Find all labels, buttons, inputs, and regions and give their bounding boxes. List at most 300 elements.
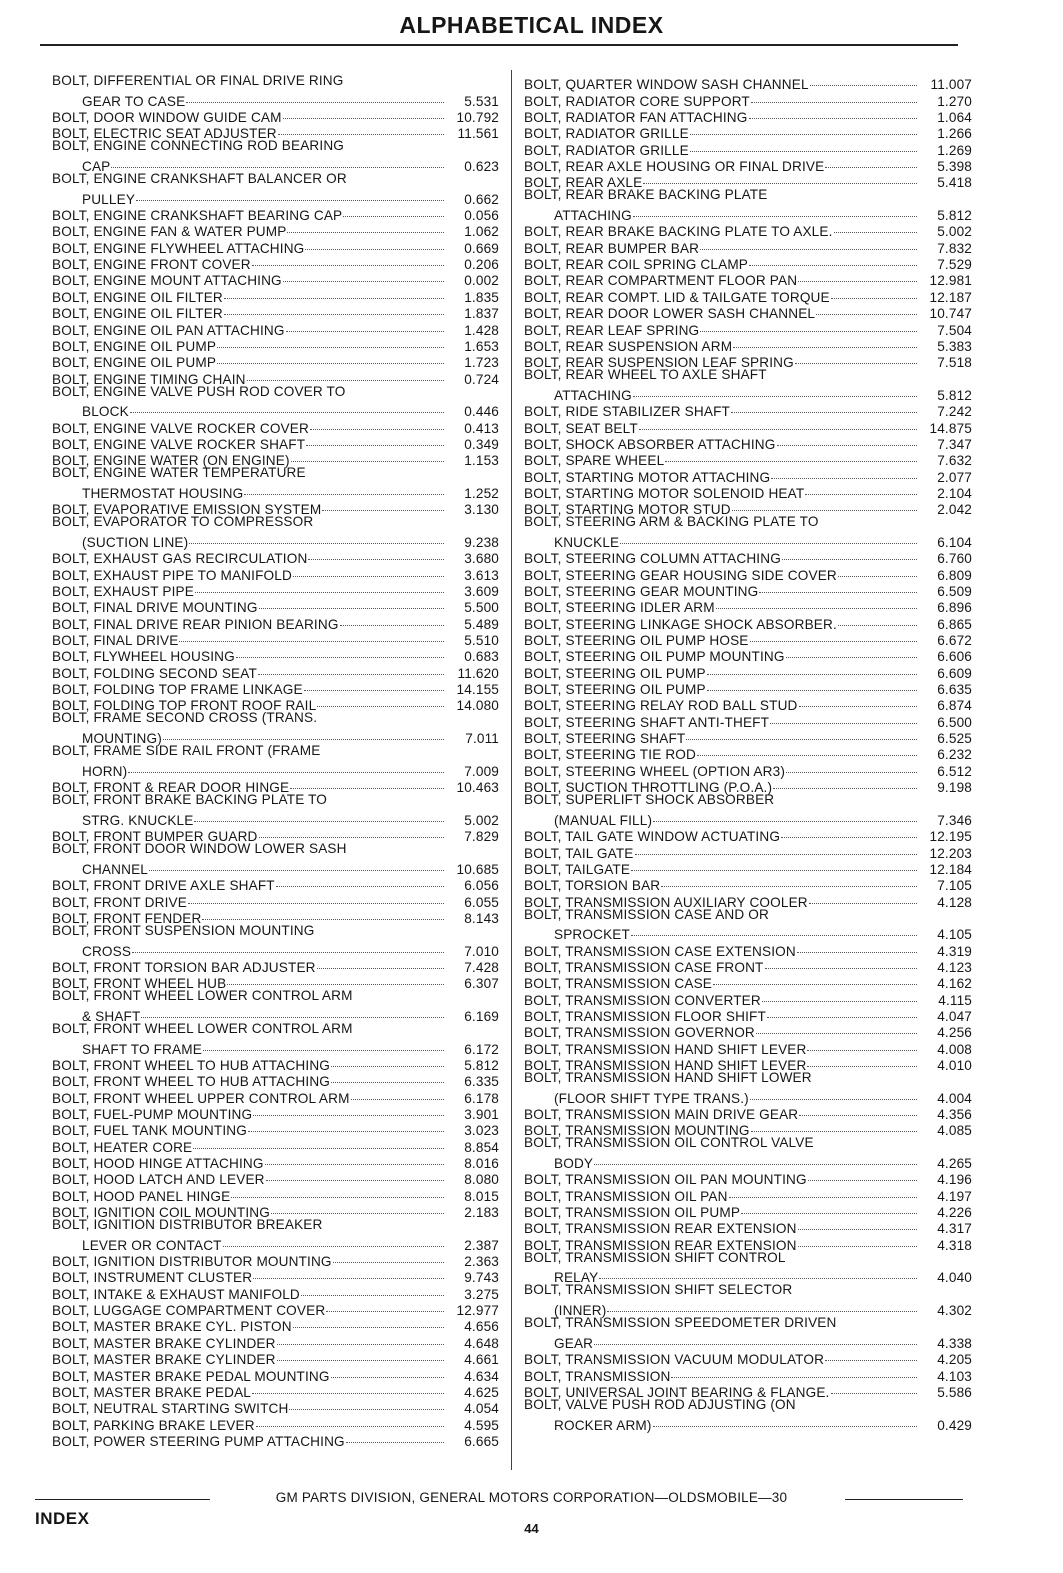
- index-entry-text: BOLT, FRONT WHEEL LOWER CONTROL ARM: [52, 988, 353, 1004]
- index-entry-page: 4.004: [937, 1090, 972, 1106]
- index-column-left: [52, 73, 499, 1449]
- index-entry-text: HORN): [82, 763, 128, 779]
- index-entry-text: BOLT, TRANSMISSION REAR EXTENSION: [524, 1237, 797, 1253]
- index-entry-text: BOLT, FOLDING SECOND SEAT: [52, 665, 257, 681]
- dot-leader: [252, 1381, 444, 1397]
- index-entry-text: BOLT, MASTER BRAKE CYLINDER: [52, 1352, 276, 1368]
- index-entry: [52, 792, 499, 808]
- index-entry-page: 0.662: [464, 191, 499, 207]
- index-entry: [52, 923, 499, 939]
- index-entry-text: (INNER): [554, 1303, 607, 1319]
- dot-leader: [265, 1152, 444, 1168]
- dot-leader: [149, 858, 444, 874]
- dot-leader: [293, 563, 444, 579]
- dot-leader: [777, 433, 917, 449]
- dot-leader: [671, 1364, 917, 1380]
- dot-leader: [697, 743, 917, 759]
- index-entry-page: 12.184: [929, 861, 972, 877]
- dot-leader: [707, 661, 917, 677]
- index-entry-page: 2.363: [464, 1254, 499, 1270]
- index-entry-page: 3.130: [464, 502, 499, 518]
- dot-leader: [700, 318, 917, 334]
- dot-leader: [293, 1315, 444, 1331]
- index-entry-text: KNUCKLE: [554, 534, 620, 550]
- dot-leader: [773, 776, 917, 792]
- dot-leader: [751, 89, 917, 105]
- dot-leader: [217, 351, 444, 367]
- index-entry-page: 12.977: [456, 1303, 499, 1319]
- index-entry-page: 7.347: [937, 436, 972, 452]
- dot-leader: [223, 1233, 444, 1249]
- index-entry-page: 4.205: [937, 1352, 972, 1368]
- title-rule: [40, 44, 958, 46]
- index-entry-page: 1.835: [464, 289, 499, 305]
- dot-leader: [732, 498, 917, 514]
- dot-leader: [188, 890, 444, 906]
- index-entry-text: BOLT, ENGINE VALVE ROCKER SHAFT: [52, 436, 306, 452]
- index-entry-text: BOLT, DIFFERENTIAL OR FINAL DRIVE RING: [52, 73, 344, 88]
- page-number: 44: [524, 1521, 539, 1536]
- index-entry-text: BOLT, LUGGAGE COMPARTMENT COVER: [52, 1303, 326, 1319]
- index-entry-text: (SUCTION LINE): [82, 534, 189, 550]
- index-entry-page: 6.672: [937, 633, 972, 649]
- index-entry-page: 7.529: [937, 257, 972, 273]
- dot-leader: [259, 596, 444, 612]
- index-entry-text: BOLT, TRANSMISSION SHIFT SELECTOR: [524, 1282, 793, 1298]
- index-entry-text: BOLT, REAR AXLE HOUSING OR FINAL DRIVE: [524, 159, 825, 175]
- index-entry-text: BOLT, QUARTER WINDOW SASH CHANNEL: [524, 77, 809, 93]
- dot-leader: [132, 939, 444, 955]
- index-entry-text: CHANNEL: [82, 861, 149, 877]
- index-entry-text: BOLT, REAR COIL SPRING CLAMP: [524, 257, 749, 273]
- index-entry-text: BOLT, STEERING IDLER ARM: [524, 600, 715, 616]
- index-entry-text: ATTACHING: [554, 387, 632, 403]
- index-entry-page: 6.896: [937, 600, 972, 616]
- index-entry-text: BOLT, EXHAUST PIPE: [52, 584, 194, 599]
- index-entry-text: BOLT, EXHAUST GAS RECIRCULATION: [52, 551, 308, 567]
- dot-leader: [203, 1037, 444, 1053]
- index-entry-page: 7.009: [464, 763, 499, 779]
- index-entry: [524, 1152, 972, 1172]
- index-entry-page: 8.854: [464, 1139, 499, 1155]
- index-entry-text: BOLT, FRONT SUSPENSION MOUNTING: [52, 922, 315, 938]
- index-entry-text: BOLT, FRONT FENDER: [52, 910, 202, 926]
- index-entry-text: BOLT, FRONT WHEEL LOWER CONTROL ARM: [52, 1020, 353, 1036]
- index-entry: [52, 531, 499, 550]
- index-entry-text: BOLT, ENGINE FRONT COVER: [52, 257, 251, 273]
- footer-section-label: INDEX: [35, 1509, 90, 1528]
- index-entry-text: BOLT, INTAKE & EXHAUST MANIFOLD: [52, 1286, 300, 1302]
- index-entry-page: 0.349: [464, 436, 499, 452]
- index-entry-text: BOLT, PARKING BRAKE LEVER: [52, 1417, 255, 1433]
- index-entry-page: 14.875: [929, 420, 972, 436]
- dot-leader: [248, 1119, 444, 1135]
- index-entry-text: BOLT, TRANSMISSION CASE: [524, 976, 713, 992]
- index-entry-page: 6.525: [937, 731, 972, 747]
- index-entry-text: BOLT, REAR WHEEL TO AXLE SHAFT: [524, 367, 767, 383]
- dot-leader: [277, 1348, 444, 1364]
- index-entry: [524, 907, 972, 923]
- index-entry-text: BOLT, VALVE PUSH ROD ADJUSTING (ON: [524, 1396, 796, 1412]
- index-entry: [52, 171, 499, 187]
- index-entry: [52, 1005, 499, 1024]
- dot-leader: [653, 1413, 917, 1429]
- index-entry: [52, 858, 499, 877]
- index-entry-text: BOLT, FRAME SIDE RAIL FRONT (FRAME: [52, 743, 321, 759]
- index-entry-text: BOLT, TRANSMISSION GOVERNOR: [524, 1025, 755, 1041]
- index-entry-text: BOLT, FINAL DRIVE REAR PINION BEARING: [52, 616, 339, 632]
- dot-leader: [750, 629, 917, 645]
- index-entry-text: BODY: [554, 1156, 594, 1172]
- index-entry-text: BOLT, STEERING OIL PUMP: [524, 665, 706, 681]
- dot-leader: [310, 416, 444, 432]
- index-entry-page: 0.683: [464, 649, 499, 665]
- index-entry-page: 0.056: [464, 208, 499, 224]
- dot-leader: [322, 498, 444, 514]
- index-entry-page: 6.809: [937, 567, 972, 583]
- index-entry-page: 7.518: [937, 355, 972, 371]
- dot-leader: [256, 1413, 444, 1429]
- dot-leader: [661, 874, 917, 890]
- index-entry-text: BOLT, IGNITION COIL MOUNTING: [52, 1205, 270, 1221]
- index-entry-text: MOUNTING): [82, 731, 162, 747]
- index-entry-text: BOLT, IGNITION DISTRIBUTOR MOUNTING: [52, 1254, 332, 1270]
- index-entry-page: 1.653: [464, 338, 499, 354]
- dot-leader: [253, 1266, 444, 1282]
- dot-leader: [331, 1364, 444, 1380]
- index-entry-page: 1.153: [464, 453, 499, 469]
- index-entry-page: 1.837: [464, 306, 499, 322]
- index-entry-page: 10.792: [456, 110, 499, 126]
- dot-leader: [799, 694, 917, 710]
- index-entry-page: 4.338: [937, 1335, 972, 1351]
- index-entry-page: 0.623: [464, 159, 499, 175]
- index-entry: [524, 1315, 972, 1331]
- index-entry-page: 2.077: [937, 469, 972, 485]
- index-entry-text: ROCKER ARM): [554, 1417, 652, 1433]
- index-entry-text: CAP: [82, 159, 111, 175]
- index-entry-page: 4.197: [937, 1188, 972, 1204]
- index-entry-text: BOLT, ENGINE OIL PUMP: [52, 338, 217, 354]
- column-divider: [511, 70, 512, 1470]
- index-entry-page: 3.613: [464, 567, 499, 583]
- dot-leader: [289, 1397, 444, 1413]
- index-entry-page: 4.162: [937, 976, 972, 992]
- index-entry-text: BOLT, FUEL TANK MOUNTING: [52, 1123, 247, 1139]
- index-entry-text: BOLT, TRANSMISSION OIL PAN: [524, 1188, 728, 1204]
- dot-leader: [306, 433, 444, 449]
- dot-leader: [258, 661, 444, 677]
- dot-leader: [217, 335, 444, 351]
- dot-leader: [759, 580, 917, 596]
- index-entry-text: BOLT, REAR BRAKE BACKING PLATE: [524, 187, 768, 203]
- index-entry-page: 8.143: [464, 910, 499, 926]
- index-entry-page: 6.307: [464, 976, 499, 992]
- index-entry: [524, 514, 972, 530]
- index-entry-text: CROSS: [82, 943, 132, 959]
- index-entry-page: 5.812: [937, 208, 972, 224]
- index-entry-text: BOLT, TORSION BAR: [524, 878, 661, 894]
- index-entry-page: 0.669: [464, 240, 499, 256]
- index-entry-page: 2.183: [464, 1205, 499, 1221]
- index-entry-text: BOLT, REAR LEAF SPRING: [524, 322, 700, 338]
- dot-leader: [278, 122, 444, 138]
- dot-leader: [111, 155, 444, 171]
- index-entry-page: 4.115: [938, 992, 972, 1008]
- index-entry-text: BOLT, MASTER BRAKE PEDAL: [52, 1384, 252, 1400]
- index-entry-text: BOLT, STEERING GEAR MOUNTING: [524, 584, 759, 599]
- index-entry-page: 1.266: [937, 126, 972, 142]
- index-entry-text: BOLT, REAR SUSPENSION ARM: [524, 338, 733, 354]
- index-entry-page: 2.387: [464, 1237, 499, 1253]
- index-entry-page: 8.015: [464, 1188, 499, 1204]
- index-entry-text: BOLT, ENGINE OIL FILTER: [52, 306, 223, 322]
- index-entry-text: BOLT, STEERING RELAY ROD BALL STUD: [524, 698, 798, 714]
- index-entry-text: BOLT, DOOR WINDOW GUIDE CAM: [52, 110, 282, 126]
- index-entry-page: 4.128: [937, 894, 972, 910]
- index-entry: [524, 187, 972, 203]
- index-entry-page: 6.512: [937, 763, 972, 779]
- index-entry-text: BOLT, HEATER CORE: [52, 1139, 193, 1155]
- dot-leader: [635, 841, 917, 857]
- index-entry-page: 6.500: [937, 714, 972, 730]
- dot-leader: [286, 318, 444, 334]
- index-entry-page: 14.080: [456, 698, 499, 714]
- dot-leader: [825, 1348, 917, 1364]
- dot-leader: [798, 269, 917, 285]
- dot-leader: [259, 825, 444, 841]
- dot-leader: [128, 759, 444, 775]
- index-entry-text: BOLT, FINAL DRIVE MOUNTING: [52, 600, 258, 616]
- dot-leader: [786, 759, 917, 775]
- dot-leader: [290, 776, 444, 792]
- index-entry-page: 4.085: [937, 1123, 972, 1139]
- index-entry: [524, 1413, 972, 1433]
- index-entry-text: BOLT, FRAME SECOND CROSS (TRANS.: [52, 710, 318, 726]
- index-entry: [52, 187, 499, 207]
- index-entry: [52, 710, 499, 726]
- index-entry-text: BOLT, MASTER BRAKE CYLINDER: [52, 1335, 276, 1351]
- index-entry-page: 5.500: [464, 600, 499, 616]
- index-entry-text: BOLT, TRANSMISSION OIL PUMP: [524, 1205, 741, 1221]
- index-entry-text: BOLT, ENGINE MOUNT ATTACHING: [52, 273, 282, 289]
- index-entry-text: BOLT, REAR BUMPER BAR: [524, 240, 700, 256]
- dot-leader: [631, 858, 917, 874]
- index-entry-page: 0.429: [937, 1417, 972, 1433]
- dot-leader: [277, 1331, 444, 1347]
- index-entry-text: BOLT, MASTER BRAKE PEDAL MOUNTING: [52, 1368, 330, 1384]
- dot-leader: [797, 939, 917, 955]
- index-entry-text: BOLT, TRANSMISSION: [524, 1368, 671, 1384]
- dot-leader: [731, 400, 917, 416]
- index-entry-page: 5.812: [937, 387, 972, 403]
- index-entry: [52, 155, 499, 175]
- dot-leader: [308, 547, 444, 563]
- index-entry-page: 4.318: [937, 1237, 972, 1253]
- index-entry-page: 4.648: [464, 1335, 499, 1351]
- index-entry-page: 12.981: [929, 273, 972, 289]
- index-entry-page: 4.256: [937, 1025, 972, 1041]
- index-entry-text: BOLT, TRANSMISSION SHIFT CONTROL: [524, 1249, 786, 1265]
- dot-leader: [130, 400, 444, 416]
- dot-leader: [639, 416, 917, 432]
- dot-leader: [620, 531, 917, 547]
- dot-leader: [798, 1217, 917, 1233]
- dot-leader: [287, 220, 444, 236]
- index-entry-page: 6.874: [937, 698, 972, 714]
- index-entry: [524, 1282, 972, 1298]
- index-entry-page: 8.080: [464, 1172, 499, 1188]
- dot-leader: [194, 808, 444, 824]
- index-entry: [52, 400, 499, 420]
- index-entry-page: 2.042: [937, 502, 972, 518]
- footer-credit: GM PARTS DIVISION, GENERAL MOTORS CORPORATION—OLDSMOBILE—30: [275, 1490, 788, 1505]
- index-entry-page: 8.016: [464, 1156, 499, 1172]
- index-entry-text: BOLT, FRONT BUMPER GUARD: [52, 829, 258, 845]
- index-entry: [52, 743, 499, 759]
- index-entry-text: BOLT, HOOD LATCH AND LEVER: [52, 1172, 265, 1188]
- index-entry-page: 5.812: [464, 1057, 499, 1073]
- index-entry-text: BOLT, STEERING OIL PUMP: [524, 682, 706, 698]
- index-entry-text: BOLT, TRANSMISSION CONVERTER: [524, 992, 761, 1008]
- index-entry-text: BOLT, REAR AXLE: [524, 175, 643, 191]
- dot-leader: [690, 138, 917, 154]
- dot-leader: [816, 302, 917, 318]
- index-entry: [52, 89, 499, 109]
- dot-leader: [326, 1299, 444, 1315]
- index-entry-text: BOLT, ENGINE VALVE ROCKER COVER: [52, 420, 309, 436]
- index-entry-text: BOLT, STEERING SHAFT: [524, 731, 686, 747]
- index-entry: [52, 384, 499, 400]
- dot-leader: [807, 1054, 917, 1070]
- index-entry-text: BOLT, ELECTRIC SEAT ADJUSTER: [52, 126, 277, 142]
- index-entry: [524, 531, 972, 550]
- dot-leader: [825, 155, 917, 171]
- dot-leader: [305, 236, 444, 252]
- index-entry-text: BOLT, FOLDING TOP FRAME LINKAGE: [52, 682, 303, 698]
- index-entry-text: BOLT, STEERING COLUMN ATTACHING: [524, 551, 781, 567]
- index-entry-text: BOLT, TRANSMISSION SPEEDOMETER DRIVEN: [524, 1315, 837, 1331]
- index-entry-page: 4.319: [937, 943, 972, 959]
- index-entry: [52, 727, 499, 747]
- index-entry-text: BOLT, TRANSMISSION CASE FRONT: [524, 959, 764, 975]
- index-entry-text: BOLT, ENGINE FAN & WATER PUMP: [52, 224, 287, 240]
- index-entry-text: BOLT, MASTER BRAKE CYL. PISTON: [52, 1319, 292, 1335]
- index-entry-text: BOLT, FOLDING TOP FRONT ROOF RAIL: [52, 698, 317, 714]
- dot-leader: [346, 1430, 444, 1446]
- dot-leader: [834, 220, 917, 236]
- index-entry-text: BOLT, TRANSMISSION CASE AND OR: [524, 906, 769, 922]
- index-entry-text: BOLT, REAR DOOR LOWER SASH CHANNEL: [524, 306, 816, 322]
- index-entry-page: 7.010: [464, 943, 499, 959]
- dot-leader: [317, 694, 444, 710]
- index-entry-text: BLOCK: [82, 404, 129, 420]
- index-entry-text: BOLT, REAR COMPARTMENT FLOOR PAN: [524, 273, 798, 289]
- index-entry-text: BOLT, RADIATOR GRILLE: [524, 142, 689, 158]
- index-entry-page: 4.123: [937, 959, 972, 975]
- dot-leader: [224, 302, 444, 318]
- dot-leader: [749, 106, 918, 122]
- index-entry-text: BOLT, TRANSMISSION HAND SHIFT LOWER: [524, 1069, 812, 1085]
- page-title: ALPHABETICAL INDEX: [399, 12, 664, 38]
- index-entry-page: 5.531: [464, 93, 499, 109]
- index-entry: [524, 1397, 972, 1413]
- dot-leader: [831, 1381, 918, 1397]
- index-entry-text: BOLT, STEERING TIE ROD: [524, 747, 696, 763]
- index-entry-text: BOLT, ENGINE CRANKSHAFT BEARING CAP: [52, 208, 343, 224]
- index-entry: [524, 384, 972, 403]
- index-entry-page: 0.724: [464, 371, 499, 387]
- dot-leader: [333, 1250, 444, 1266]
- index-entry-text: STRG. KNUCKLE: [82, 812, 194, 828]
- dot-leader: [808, 1168, 917, 1184]
- index-entry-text: BOLT, ENGINE VALVE PUSH ROD COVER TO: [52, 383, 346, 399]
- index-entry-text: BOLT, SEAT BELT: [524, 420, 638, 436]
- index-entry-page: 1.269: [937, 142, 972, 158]
- index-entry-text: GEAR TO CASE: [82, 93, 186, 109]
- dot-leader: [643, 171, 917, 187]
- index-entry-text: BOLT, TRANSMISSION MOUNTING: [524, 1123, 750, 1139]
- index-entry-text: BOLT, SHOCK ABSORBER ATTACHING: [524, 436, 776, 452]
- index-entry-page: 3.275: [464, 1286, 499, 1302]
- dot-leader: [782, 547, 917, 563]
- dot-leader: [631, 923, 917, 939]
- dot-leader: [186, 89, 444, 105]
- index-entry-text: BOLT, HOOD PANEL HINGE: [52, 1188, 231, 1204]
- index-entry-page: 1.428: [464, 322, 499, 338]
- index-entry-page: 6.055: [464, 894, 499, 910]
- dot-leader: [716, 596, 917, 612]
- dot-leader: [771, 465, 917, 481]
- index-entry-text: (FLOOR SHIFT TYPE TRANS.): [554, 1090, 749, 1106]
- dot-leader: [750, 1086, 917, 1102]
- dot-leader: [749, 253, 917, 269]
- dot-leader: [301, 1282, 444, 1298]
- index-entry-page: 4.040: [937, 1270, 972, 1286]
- dot-leader: [767, 1005, 917, 1021]
- index-entry-text: BOLT, ENGINE OIL PAN ATTACHING: [52, 322, 285, 338]
- index-entry-page: 0.446: [464, 404, 499, 420]
- dot-leader: [831, 285, 917, 301]
- index-entry-text: BOLT, ENGINE TIMING CHAIN: [52, 371, 246, 387]
- index-entry-page: 5.398: [937, 159, 972, 175]
- dot-leader: [799, 1103, 917, 1119]
- index-entry-text: BOLT, SUPERLIFT SHOCK ABSORBER: [524, 792, 775, 808]
- dot-leader: [838, 563, 917, 579]
- index-entry-page: 5.586: [937, 1384, 972, 1400]
- index-entry-text: BOLT, SUCTION THROTTLING (P.O.A.): [524, 780, 773, 796]
- index-entry: [52, 841, 499, 857]
- index-entry-text: THERMOSTAT HOUSING: [82, 485, 244, 501]
- index-entry: [524, 1070, 972, 1086]
- index-entry-text: BOLT, ENGINE CRANKSHAFT BALANCER OR: [52, 171, 347, 187]
- dot-leader: [795, 351, 917, 367]
- index-entry-text: BOLT, TRANSMISSION REAR EXTENSION: [524, 1221, 797, 1237]
- index-entry-text: BOLT, ENGINE FLYWHEEL ATTACHING: [52, 240, 305, 256]
- index-entry: [52, 73, 499, 89]
- dot-leader: [686, 727, 917, 743]
- dot-leader: [707, 678, 917, 694]
- index-entry-text: BOLT, STEERING SHAFT ANTI-THEFT: [524, 714, 770, 730]
- index-entry-page: 0.206: [464, 257, 499, 273]
- index-entry-page: 1.064: [937, 110, 972, 126]
- index-entry-page: 4.656: [464, 1319, 499, 1335]
- index-entry-page: 4.595: [464, 1417, 499, 1433]
- index-entry-page: 11.620: [457, 665, 499, 681]
- dot-leader: [244, 482, 444, 498]
- index-entry-page: 7.829: [464, 829, 499, 845]
- index-entry-text: BOLT, ENGINE OIL PUMP: [52, 355, 217, 371]
